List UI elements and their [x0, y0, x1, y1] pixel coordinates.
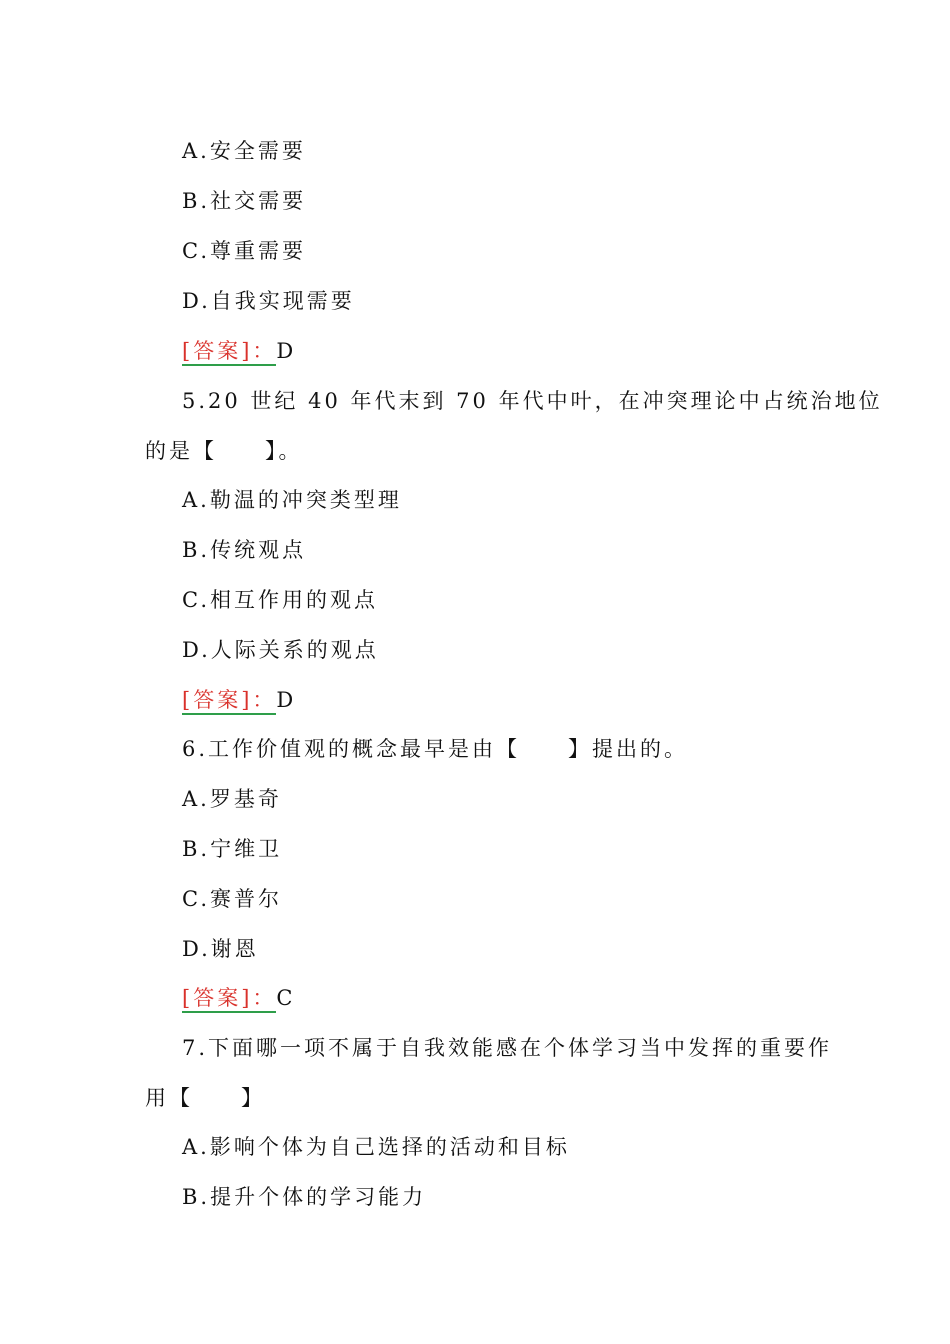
option-6b: B.宁维卫	[182, 837, 283, 861]
answer-label: [答案]：	[182, 986, 276, 1013]
question-7-stem-line-2: 用【 】	[145, 1086, 265, 1110]
answer-5	[182, 686, 296, 714]
option-5d: D.人际关系的观点	[182, 638, 379, 662]
option-4c: C.尊重需要	[182, 239, 306, 263]
option-5c: C.相互作用的观点	[182, 588, 378, 612]
answer-value: C	[276, 986, 296, 1010]
option-6a: A.罗基奇	[182, 787, 282, 811]
answer-6	[182, 984, 295, 1012]
option-5b: B.传统观点	[182, 538, 307, 562]
question-7-stem-line-1: 7.下面哪一项不属于自我效能感在个体学习当中发挥的重要作	[182, 1036, 833, 1060]
option-4a: A.安全需要	[182, 139, 306, 163]
answer-value: D	[276, 688, 297, 712]
answer-4	[182, 337, 296, 365]
answer-label: [答案]：	[182, 339, 276, 366]
question-5-stem-line-1: 5.20 世纪 40 年代末到 70 年代中叶，在冲突理论中占统治地位	[182, 389, 883, 413]
answer-value: D	[276, 339, 297, 363]
option-6c: C.赛普尔	[182, 887, 282, 911]
option-7b: B.提升个体的学习能力	[182, 1185, 427, 1209]
option-5a: A.勒温的冲突类型理	[182, 488, 402, 512]
option-6d: D.谢恩	[182, 937, 259, 961]
option-7a: A.影响个体为自己选择的活动和目标	[182, 1135, 570, 1159]
question-6-stem-line-1: 6.工作价值观的概念最早是由【 】提出的。	[182, 737, 689, 761]
option-4d: D.自我实现需要	[182, 289, 355, 313]
answer-label: [答案]：	[182, 688, 276, 715]
option-4b: B.社交需要	[182, 189, 307, 213]
question-5-stem-line-2: 的是【 】。	[145, 439, 303, 463]
